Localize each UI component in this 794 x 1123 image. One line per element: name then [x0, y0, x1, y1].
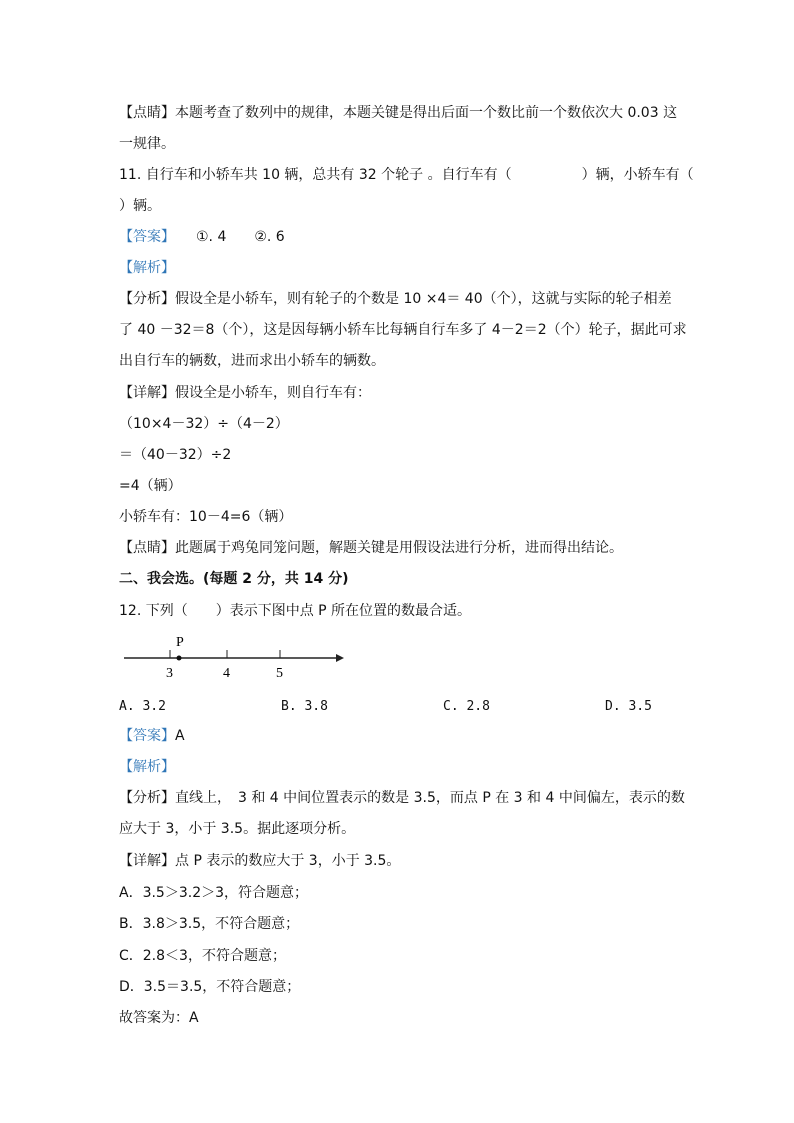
analysis-label: 【解析】	[119, 759, 175, 775]
text-line: A．3.5＞3.2＞3，符合题意；	[119, 885, 309, 901]
text-line: 小轿车有：10－4=6（辆）	[119, 509, 293, 525]
section-heading: 二、我会选。(每题 2 分，共 14 分)	[119, 571, 349, 587]
text-line: 【详解】点 P 表示的数应大于 3，小于 3.5。	[119, 853, 401, 869]
text-line: 故答案为：A	[119, 1010, 199, 1026]
text-line: ＝（40－32）÷2	[119, 447, 232, 463]
answer-label: 【答案】	[119, 728, 175, 744]
text-line: ）辆。	[119, 198, 161, 214]
text-line: （10×4－32）÷（4－2）	[119, 416, 289, 432]
text-line: 【分析】直线上， 3 和 4 中间位置表示的数是 3.5，而点 P 在 3 和 4 中间偏左，表示的数	[119, 790, 685, 806]
text-line: D．3.5＝3.5，不符合题意；	[119, 979, 301, 995]
text-line: B．3.8＞3.5，不符合题意；	[119, 916, 300, 932]
tick-label: 3	[166, 666, 173, 681]
option-c: C. 2.8	[443, 699, 490, 714]
text-line: 了 40 －32＝8（个），这是因每辆小轿车比每辆自行车多了 4－2＝2（个）轮子，据此可求	[119, 322, 687, 338]
text-line: =4（辆）	[119, 478, 182, 494]
tick-label: 5	[276, 666, 283, 681]
text-line: 【点睛】本题考查了数列中的规律，本题关键是得出后面一个数比前一个数依次大 0.03 这	[119, 105, 678, 121]
arrow-head-icon	[336, 654, 344, 662]
text-line: 应大于 3，小于 3.5。据此逐项分析。	[119, 821, 356, 837]
point-label: P	[176, 635, 184, 650]
question-11: 11. 自行车和小轿车共 10 辆，总共有 32 个轮子 。自行车有（ ）辆，小轿车有（	[119, 167, 694, 183]
option-b: B. 3.8	[281, 699, 328, 714]
text-line: C．2.8＜3，不符合题意；	[119, 948, 286, 964]
answer-label: 【答案】	[119, 229, 168, 245]
answer-value: ①. 4 ②. 6	[168, 229, 285, 245]
question-12: 12. 下列（ ）表示下图中点 P 所在位置的数最合适。	[119, 603, 472, 619]
answer-line	[119, 228, 285, 246]
option-d: D. 3.5	[605, 699, 652, 714]
text-line: 一规律。	[119, 136, 175, 152]
text-line: 【点睛】此题属于鸡兔同笼问题，解题关键是用假设法进行分析，进而得出结论。	[119, 540, 623, 556]
tick-label: 4	[223, 666, 230, 681]
option-a: A. 3.2	[119, 699, 166, 714]
answer-value: A	[175, 728, 185, 744]
text-line: 【分析】假设全是小轿车，则有轮子的个数是 10 ×4＝ 40（个），这就与实际的轮子相差	[119, 291, 672, 307]
number-line	[120, 630, 350, 682]
answer-line	[119, 727, 185, 745]
text-line: 【详解】假设全是小轿车，则自行车有：	[119, 385, 371, 401]
point-p	[177, 656, 182, 661]
analysis-label: 【解析】	[119, 260, 175, 276]
text-line: 出自行车的辆数，进而求出小轿车的辆数。	[119, 353, 385, 369]
